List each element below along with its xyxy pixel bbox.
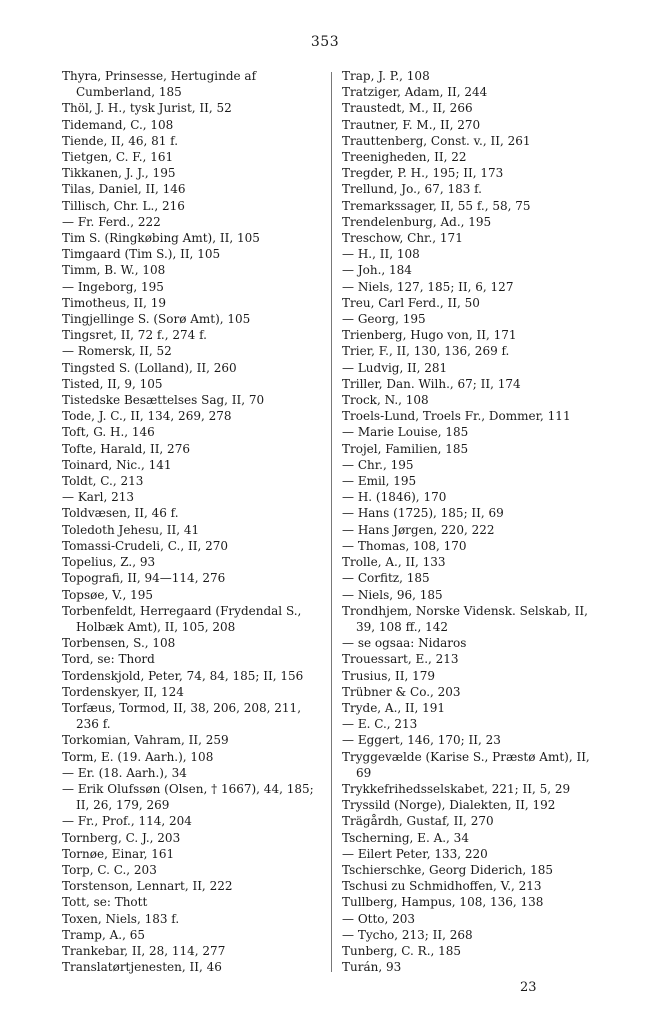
index-entry: Tullberg, Hampus, 108, 136, 138 (342, 895, 544, 910)
index-entry: — Hans (1725), 185; II, 69 (342, 506, 504, 521)
index-entry: Tingjellinge S. (Sorø Amt), 105 (62, 312, 251, 327)
index-entry: Toxen, Niels, 183 f. (62, 911, 180, 926)
index-entry: Tunberg, C. R., 185 (342, 943, 462, 958)
index-entry: Timgaard (Tim S.), II, 105 (62, 247, 221, 262)
index-entry: — Hans Jørgen, 220, 222 (342, 522, 495, 537)
index-entry: Tistedske Besættelses Sag, II, 70 (62, 393, 265, 408)
index-entry: Tisted, II, 9, 105 (62, 376, 163, 391)
index-entry: Torm, E. (19. Aarh.), 108 (62, 749, 214, 764)
index-entry: — Otto, 203 (342, 911, 416, 926)
index-entry: — Emil, 195 (342, 474, 417, 489)
index-entry: Trägårdh, Gustaf, II, 270 (342, 814, 494, 829)
index-entry: Triller, Dan. Wilh., 67; II, 174 (342, 376, 521, 391)
index-entry: — Fr., Prof., 114, 204 (62, 814, 192, 829)
index-entry: Topsøe, V., 195 (62, 587, 154, 602)
index-entry: — Eilert Peter, 133, 220 (342, 846, 488, 861)
index-entry: Tordenskjold, Peter, 74, 84, 185; II, 156 (62, 668, 304, 683)
index-entry: Trojel, Familien, 185 (342, 441, 469, 456)
index-entry: — Fr. Ferd., 222 (62, 214, 161, 229)
index-entry: Tschierschke, Georg Diderich, 185 (342, 862, 553, 877)
index-entry: Translatørtjenesten, II, 46 (62, 960, 222, 975)
index-entry: — H., II, 108 (342, 247, 420, 262)
index-entry: Trondhjem, Norske Vidensk. Selskab, II, 39, 108 ff., 142 (342, 603, 588, 634)
index-entry: Tornberg, C. J., 203 (62, 830, 181, 845)
index-entry: Tratziger, Adam, II, 244 (342, 85, 488, 100)
index-entry: Tode, J. C., II, 134, 269, 278 (62, 409, 232, 424)
index-entry: Tietgen, C. F., 161 (62, 150, 174, 165)
index-entry: — Corfitz, 185 (342, 571, 430, 586)
index-entry: Tikkanen, J. J., 195 (62, 166, 176, 181)
signature-mark: 23 (520, 980, 537, 995)
index-entry: Tidemand, C., 108 (62, 117, 174, 132)
index-entry: — Thomas, 108, 170 (342, 538, 467, 553)
index-entry: Timm, B. W., 108 (62, 263, 166, 278)
index-entry: — Marie Louise, 185 (342, 425, 469, 440)
index-entry: — Ludvig, II, 281 (342, 360, 448, 375)
index-entry: Timotheus, II, 19 (62, 295, 166, 310)
index-entry: Tingsret, II, 72 f., 274 f. (62, 328, 207, 343)
index-entry: Tornøe, Einar, 161 (62, 846, 175, 861)
index-entry: Toldt, C., 213 (62, 474, 144, 489)
index-entry: — Er. (18. Aarh.), 34 (62, 765, 187, 780)
index-entry: Toinard, Nic., 141 (62, 457, 172, 472)
index-entry: — Karl, 213 (62, 490, 135, 505)
index-entry: Tryggevælde (Karise S., Præstø Amt), II, 69 (342, 749, 590, 780)
index-entry: — Georg, 195 (342, 312, 426, 327)
index-entry: Trautner, F. M., II, 270 (342, 117, 481, 132)
index-entry: Treenigheden, II, 22 (342, 150, 467, 165)
index-entry: Tillisch, Chr. L., 216 (62, 198, 185, 213)
index-entry: Traustedt, M., II, 266 (342, 101, 473, 116)
index-entry: — H. (1846), 170 (342, 490, 447, 505)
index-entry: Trienberg, Hugo von, II, 171 (342, 328, 517, 343)
index-entry: — se ogsaa: Nidaros (342, 636, 467, 651)
index-entry: Tofte, Harald, II, 276 (62, 441, 190, 456)
index-entry: — Tycho, 213; II, 268 (342, 927, 473, 942)
index-entry: Tryde, A., II, 191 (342, 700, 446, 715)
index-entry: Trusius, II, 179 (342, 668, 435, 683)
page-number: 353 (310, 34, 340, 50)
index-entry: Trap, J. P., 108 (342, 69, 430, 83)
index-entry: Trankebar, II, 28, 114, 277 (62, 943, 226, 958)
index-entry: Tilas, Daniel, II, 146 (62, 182, 186, 197)
column-divider (331, 72, 332, 972)
index-entry: Tremarkssager, II, 55 f., 58, 75 (342, 198, 531, 213)
index-entry: Torstenson, Lennart, II, 222 (62, 879, 233, 894)
index-entry: Topografi, II, 94—114, 276 (62, 571, 226, 586)
index-entry: Thöl, J. H., tysk Jurist, II, 52 (62, 101, 232, 116)
index-entry: — Ingeborg, 195 (62, 279, 164, 294)
index-entry: — Niels, 127, 185; II, 6, 127 (342, 279, 514, 294)
index-entry: — Chr., 195 (342, 457, 414, 472)
index-entry: Torp, C. C., 203 (62, 862, 157, 877)
index-entry: — Niels, 96, 185 (342, 587, 443, 602)
index-entry: Turán, 93 (342, 960, 402, 975)
index-entry: Trier, F., II, 130, 136, 269 f. (342, 344, 510, 359)
index-entry: Tschusi zu Schmidhoffen, V., 213 (342, 879, 542, 894)
index-entry: Torbenfeldt, Herregaard (Frydendal S., Holbæk Amt), II, 105, 208 (62, 603, 302, 634)
index-entry: Trolle, A., II, 133 (342, 555, 446, 570)
index-entry: Tordenskyer, II, 124 (62, 684, 184, 699)
index-entry: Troels-Lund, Troels Fr., Dommer, 111 (342, 409, 571, 424)
index-entry: — Joh., 184 (342, 263, 412, 278)
index-entry: Trübner & Co., 203 (342, 684, 461, 699)
index-entry: Tomassi-Crudeli, C., II, 270 (62, 538, 228, 553)
index-entry: Toledoth Jehesu, II, 41 (62, 522, 200, 537)
index-entry: Trauttenberg, Const. v., II, 261 (342, 133, 531, 148)
index-entry: Tscherning, E. A., 34 (342, 830, 469, 845)
index-entry: Tramp, A., 65 (62, 927, 145, 942)
index-entry: Treu, Carl Ferd., II, 50 (342, 295, 480, 310)
index-column-left (62, 68, 324, 975)
index-entry: — E. C., 213 (342, 717, 418, 732)
index-entry: Torbensen, S., 108 (62, 636, 176, 651)
index-entry: Toft, G. H., 146 (62, 425, 155, 440)
index-entry: Treschow, Chr., 171 (342, 231, 463, 246)
index-entry: Tryssild (Norge), Dialekten, II, 192 (342, 798, 556, 813)
index-entry: — Eggert, 146, 170; II, 23 (342, 733, 501, 748)
index-entry: — Romersk, II, 52 (62, 344, 172, 359)
index-entry: Toldvæsen, II, 46 f. (62, 506, 179, 521)
index-entry: Tott, se: Thott (62, 895, 148, 910)
index-entry: Trellund, Jo., 67, 183 f. (342, 182, 482, 197)
index-entry: Trendelenburg, Ad., 195 (342, 214, 492, 229)
index-entry: Tord, se: Thord (62, 652, 155, 667)
index-entry: Tim S. (Ringkøbing Amt), II, 105 (62, 231, 260, 246)
index-entry: Tregder, P. H., 195; II, 173 (342, 166, 504, 181)
index-column-right (342, 68, 604, 975)
index-entry: Tiende, II, 46, 81 f. (62, 133, 179, 148)
index-entry: Thyra, Prinsesse, Hertuginde af Cumberland, 185 (62, 69, 257, 100)
index-entry: Trouessart, E., 213 (342, 652, 459, 667)
index-entry: Trock, N., 108 (342, 393, 429, 408)
index-entry: Torfæus, Tormod, II, 38, 206, 208, 211, 236 f. (62, 700, 302, 732)
index-entry: Torkomian, Vahram, II, 259 (62, 733, 229, 748)
index-entry: Topelius, Z., 93 (62, 555, 156, 570)
index-entry: Trykkefrihedsselskabet, 221; II, 5, 29 (342, 781, 571, 796)
index-entry: — Erik Olufssøn (Olsen, † 1667), 44, 185; II, 26, 179, 269 (62, 781, 314, 813)
index-entry: Tingsted S. (Lolland), II, 260 (62, 360, 237, 375)
